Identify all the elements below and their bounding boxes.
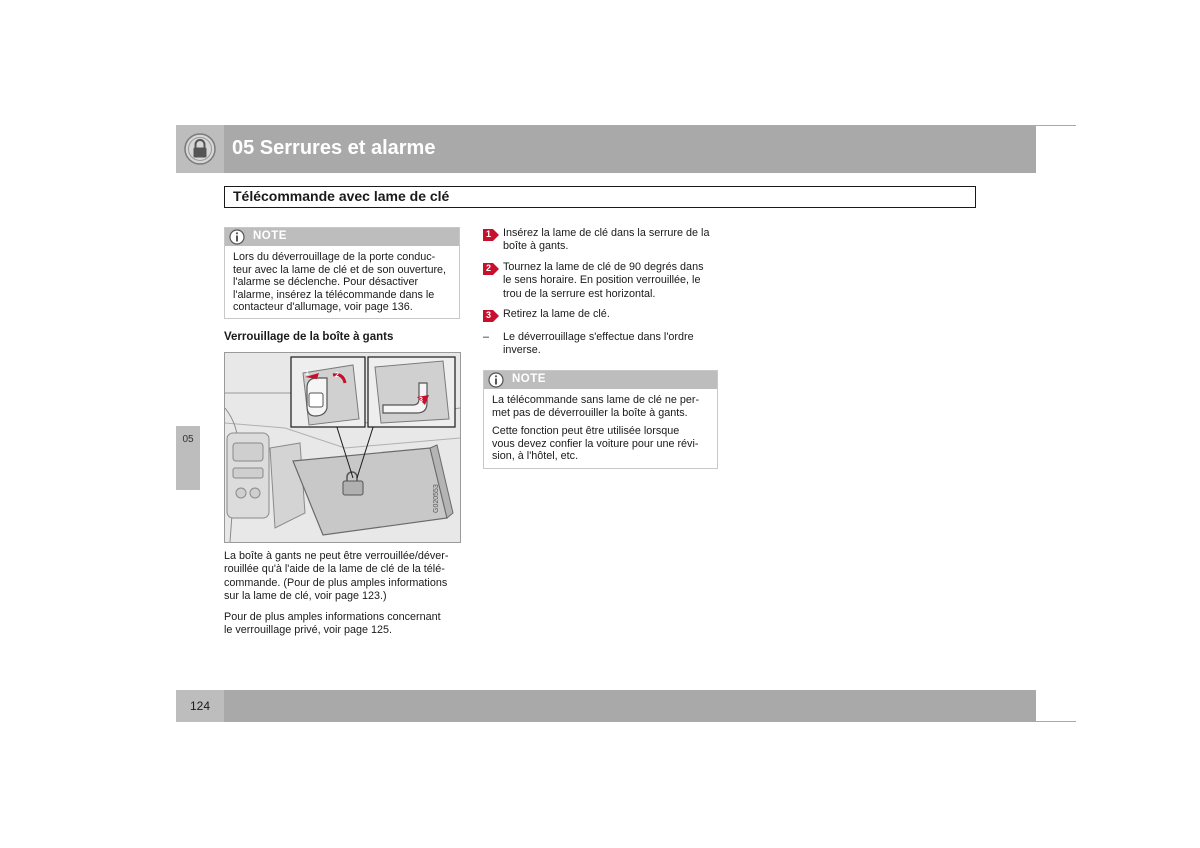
step-number: 2	[486, 263, 492, 273]
figure-code: G020553	[433, 484, 440, 513]
dash-line: Le déverrouillage s'effectue dans l'ordre	[503, 331, 694, 343]
paragraph-line: sur la lame de clé, voir page 123.)	[224, 590, 387, 603]
step-2	[483, 261, 723, 305]
figure-marker-3: 3	[419, 397, 423, 404]
paragraph-line: commande. (Pour de plus amples informations	[224, 576, 448, 589]
note-line: met pas de déverrouiller la boîte à gants.	[492, 406, 688, 419]
padlock-icon	[176, 125, 224, 173]
chapter-side-tab	[176, 426, 200, 490]
step-line: trou de la serrure est horizontal.	[503, 287, 656, 300]
chapter-icon-box	[176, 125, 224, 173]
paragraph-glovebox-lock	[224, 550, 464, 604]
dash-marker: –	[483, 331, 490, 343]
section-title: Télécommande avec lame de clé	[233, 188, 450, 204]
note-line: La télécommande sans lame de clé ne per-	[492, 394, 700, 406]
step-number: 1	[486, 229, 492, 239]
note-box-right	[483, 370, 718, 469]
info-icon	[229, 229, 245, 245]
footer-bar	[224, 690, 1036, 722]
paragraph-line: La boîte à gants ne peut être verrouillée/déver-	[224, 550, 449, 562]
step-line: boîte à gants.	[503, 240, 569, 253]
step-line: le sens horaire. En position verrouillée, le	[503, 274, 701, 287]
figure-marker-2: 2	[335, 372, 339, 379]
glovebox-drawing	[225, 353, 460, 542]
paragraph-private-locking	[224, 611, 464, 638]
step-line: Insérez la lame de clé dans la serrure de la	[503, 227, 710, 239]
dash-item	[483, 331, 723, 361]
info-icon	[488, 372, 504, 388]
note-text-para2	[492, 425, 711, 463]
step-number: 3	[486, 310, 492, 320]
step-text	[503, 227, 723, 254]
footer-page-box	[176, 690, 224, 722]
note-line: teur avec la lame de clé et de son ouverture,	[233, 263, 447, 276]
note-line: l'alarme se déclenche. Pour désactiver	[233, 276, 419, 289]
chapter-title: 05 Serrures et alarme	[232, 137, 436, 159]
note-text	[233, 251, 453, 314]
step-text	[503, 308, 723, 321]
step-3	[483, 308, 723, 324]
paragraph-line: le verrouillage privé, voir page 125.	[224, 624, 393, 637]
note-line: vous devez confier la voiture pour une révi-	[492, 437, 699, 450]
footer-rule	[1036, 721, 1076, 722]
side-tab-label: 05	[182, 434, 194, 445]
note-line: Lors du déverrouillage de la porte conduc-	[233, 251, 436, 263]
section-heading-box	[224, 186, 976, 208]
dash-text	[503, 331, 723, 358]
note-header	[225, 228, 459, 246]
note-text-para1	[492, 394, 711, 419]
note-label: NOTE	[253, 230, 287, 242]
note-box-left	[224, 227, 460, 319]
note-line: contacteur d'allumage, voir page 136.	[233, 301, 413, 314]
note-line: sion, à l'hôtel, etc.	[492, 450, 579, 463]
note-line: l'alarme, insérez la télécommande dans le	[233, 288, 435, 301]
figure-marker-1: 1	[305, 370, 309, 377]
header-rule	[1036, 125, 1076, 126]
page-number: 124	[189, 699, 211, 713]
step-line: Tournez la lame de clé de 90 degrés dans	[503, 261, 704, 273]
paragraph-line: rouillée qu'à l'aide de la lame de clé de la télé-	[224, 563, 445, 576]
step-line: Retirez la lame de clé.	[503, 308, 610, 320]
subheading-glovebox: Verrouillage de la boîte à gants	[224, 331, 394, 343]
step-text	[503, 261, 723, 301]
step-1	[483, 227, 723, 257]
paragraph-line: Pour de plus amples informations concernant	[224, 611, 441, 623]
note-header	[484, 371, 717, 389]
note-label: NOTE	[512, 373, 546, 385]
dash-line: inverse.	[503, 344, 541, 357]
note-line: Cette fonction peut être utilisée lorsque	[492, 425, 680, 437]
glovebox-illustration	[224, 352, 461, 543]
